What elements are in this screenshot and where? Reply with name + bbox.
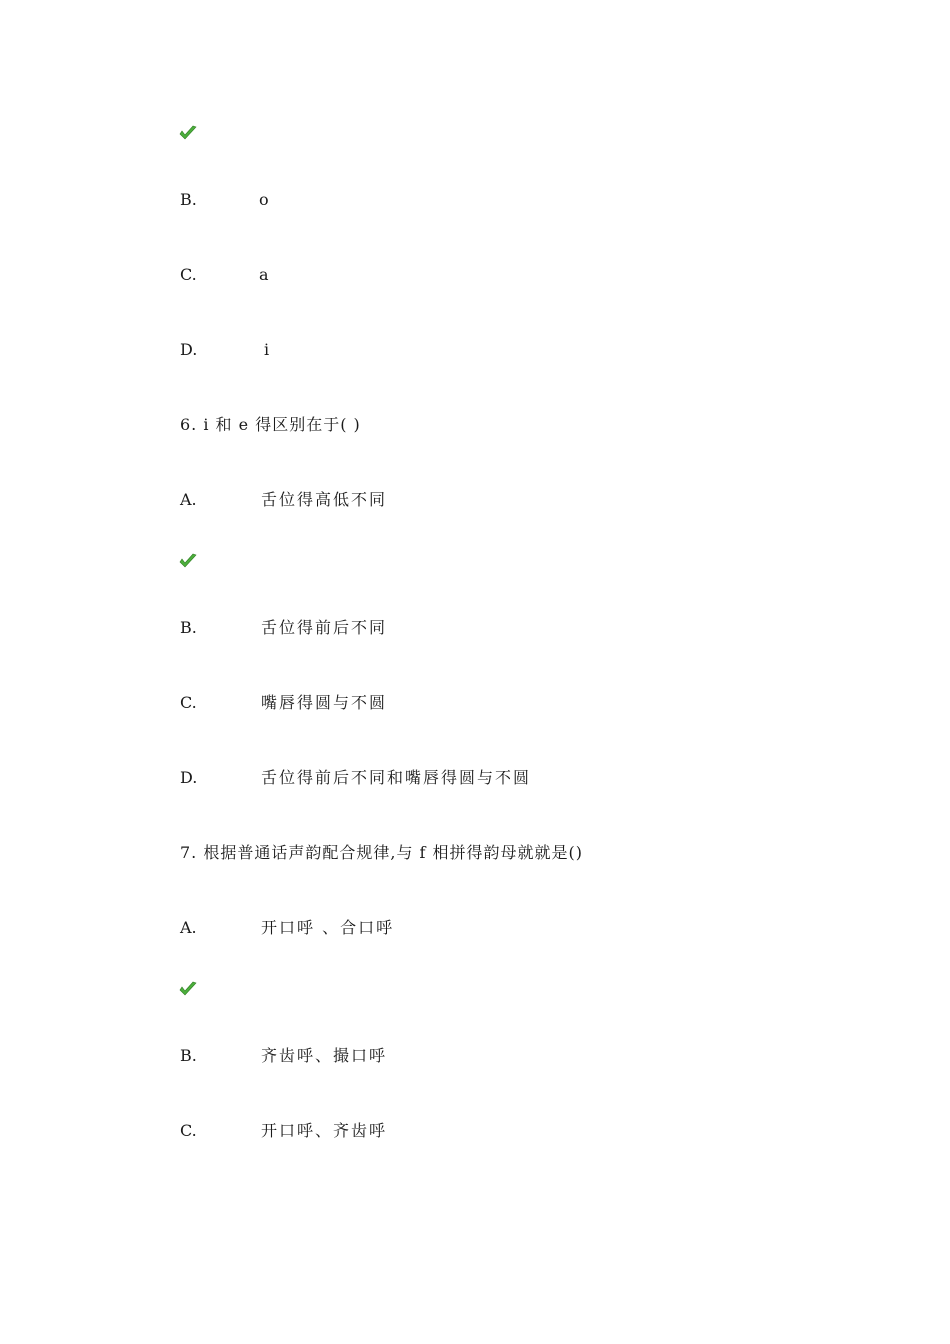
option-text: 舌位得前后不同 [261, 618, 388, 637]
option-letter: A. [180, 490, 197, 509]
option-text: 齐齿呼、撮口呼 [261, 1046, 388, 1065]
option-text: 舌位得前后不同和嘴唇得圆与不圆 [261, 768, 532, 787]
option-letter: C. [180, 1121, 197, 1140]
option-letter: B. [180, 1046, 197, 1065]
question-6 [180, 413, 361, 437]
question-7 [180, 841, 583, 865]
option-letter: C. [180, 265, 197, 284]
option-text: a [259, 265, 271, 284]
option-text: o [259, 190, 271, 209]
question-text: 7. 根据普通话声韵配合规律,与 f 相拼得韵母就就是() [180, 843, 584, 862]
check-icon [179, 125, 197, 141]
option-text: 开口呼 、合口呼 [261, 918, 395, 937]
option-text: 嘴唇得圆与不圆 [261, 693, 388, 712]
option-letter: B. [180, 618, 197, 637]
option-text: 舌位得高低不同 [261, 490, 388, 509]
option-letter: B. [180, 190, 197, 209]
question-text: 6. i 和 e 得区别在于( ) [180, 415, 361, 434]
option-letter: D. [180, 340, 198, 359]
option-letter: D. [180, 768, 198, 787]
option-letter: C. [180, 693, 197, 712]
check-icon [179, 981, 197, 997]
option-letter: A. [180, 918, 197, 937]
option-text: i [264, 340, 272, 359]
check-icon [179, 553, 197, 569]
option-text: 开口呼、齐齿呼 [261, 1121, 388, 1140]
